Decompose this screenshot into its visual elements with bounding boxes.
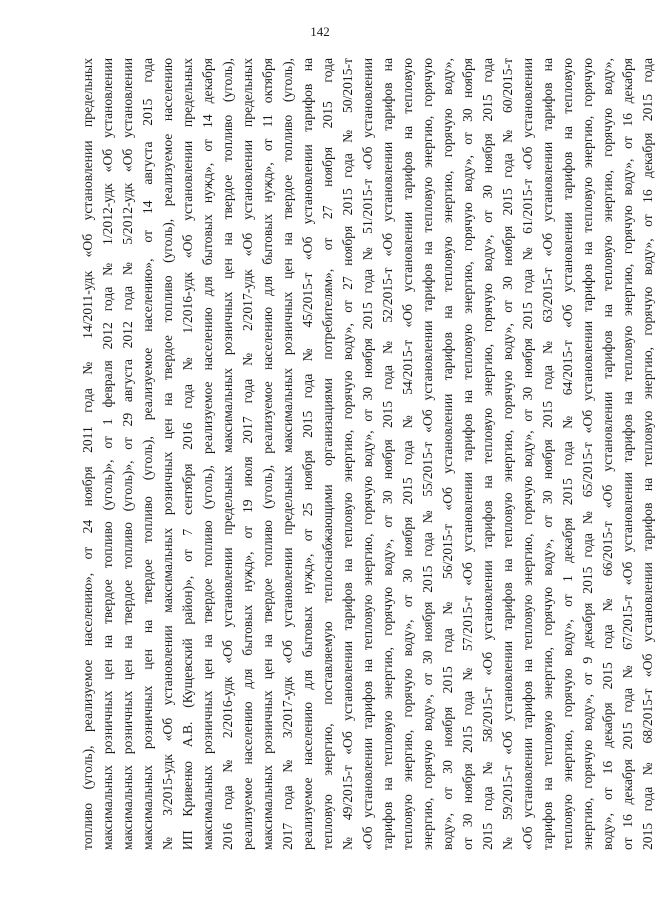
text-line: «Об установлении тарифов на тепловую энергию, горячую воду», от 30 ноября 2015 года № 61/2015-т «Об установлении [520,58,535,850]
text-line: от 16 декабря 2015 года № 67/2015-т «Об установлении тарифов на тепловую энергию, горячую воду», от 16 декабря [620,58,635,850]
text-line: максимальных розничных цен на твердое топливо (уголь)», от 29 августа 2012 года № 5/2012-удк «Об установлении [120,58,135,850]
text-line: тепловую энергию, поставляемую теплоснабжающими организациями потребителям», от 27 ноября 2015 года [320,58,335,850]
text-line: тарифов на тепловую энергию, горячую воду», от 30 ноября 2015 года № 63/2015-т «Об установлении тарифов на [540,58,555,850]
text-line: «Об установлении тарифов на тепловую энергию, горячую воду», от 30 ноября 2015 года № 51/2015-т «Об установлении [360,58,375,850]
text-line: максимальных розничных цен на твердое топливо (уголь), реализуемое населению», от 14 августа 2015 года [140,58,155,850]
text-line: энергию, горячую воду», от 30 ноября 2015 года № 55/2015-т «Об установлении тарифов на тепловую энергию, горячую [420,58,435,850]
text-line: 2016 года № 2/2016-удк «Об установлении предельных максимальных розничных цен на твердое топливо (уголь), [220,58,235,850]
page-number: 142 [310,24,330,39]
text-line: энергию, горячую воду», от 9 декабря 2015 года № 65/2015-т «Об установлении тарифов на тепловую энергию, горячую [580,58,595,850]
text-line: тепловую энергию, горячую воду», от 30 ноября 2015 года № 54/2015-т «Об установлении тарифов на тепловую [400,58,415,850]
text-line: 2015 года № 68/2015-т «Об установлении тарифов на тепловую энергию, горячую воду», от 16 декабря 2015 года [640,58,655,850]
text-line: от 30 ноября 2015 года № 57/2015-т «Об установлении тарифов на тепловую энергию, горячую воду», от 30 ноября [460,58,475,850]
text-line: максимальных розничных цен на твердое топливо (уголь), реализуемое населению для бытовых нужд», от 14 декабря [200,58,215,850]
text-line: № 3/2015-удк «Об установлении максимальных розничных цен на твердое топливо (уголь), реализуемое населению [160,58,175,850]
text-line: тепловую энергию, горячую воду», от 1 декабря 2015 года № 64/2015-т «Об установлении тарифов на тепловую [560,58,575,850]
text-line: № 49/2015-т «Об установлении тарифов на тепловую энергию, горячую воду», от 27 ноября 2015 года № 50/2015-т [340,58,355,850]
text-line: топливо (уголь), реализуемое населению», от 24 ноября 2011 года № 14/2011-удк «Об установлении предельных [80,58,95,850]
text-line: воду», от 30 ноября 2015 года № 56/2015-т «Об установлении тарифов на тепловую энергию, горячую воду», [440,58,455,850]
text-line: воду», от 16 декабря 2015 года № 66/2015-т «Об установлении тарифов на тепловую энергию, горячую воду», [600,58,615,850]
text-line: реализуемое населению для бытовых нужд», от 19 июля 2017 года № 2/2017-удк «Об установлении предельных [240,58,255,850]
rotated-text-block [78,58,655,850]
text-line: тарифов на тепловую энергию, горячую воду», от 30 ноября 2015 года № 52/2015-т «Об установлении тарифов на [380,58,395,850]
body-text [78,58,655,850]
text-line: максимальных розничных цен на твердое топливо (уголь)», от 1 февраля 2012 года № 1/2012-удк «Об установлении [100,58,115,850]
text-line: максимальных розничных цен на твердое топливо (уголь), реализуемое населению для бытовых нужд», от 11 октября [260,58,275,850]
text-line: 2017 года № 3/2017-удк «Об установлении предельных максимальных розничных цен на твердое топливо (уголь), [280,58,295,850]
text-line: реализуемое населению для бытовых нужд», от 25 ноября 2015 года № 45/2015-т «Об установлении тарифов на [300,58,315,850]
text-line: ИП Кривенко А.В. (Кущевский район)», от 7 сентября 2016 года № 1/2016-удк «Об установлении предельных [180,58,195,850]
text-line: № 59/2015-т «Об установлении тарифов на тепловую энергию, горячую воду», от 30 ноября 2015 года № 60/2015-т [500,58,515,850]
text-line: 2015 года № 58/2015-т «Об установлении тарифов на тепловую энергию, горячую воду», от 30 ноября 2015 года [480,58,495,850]
